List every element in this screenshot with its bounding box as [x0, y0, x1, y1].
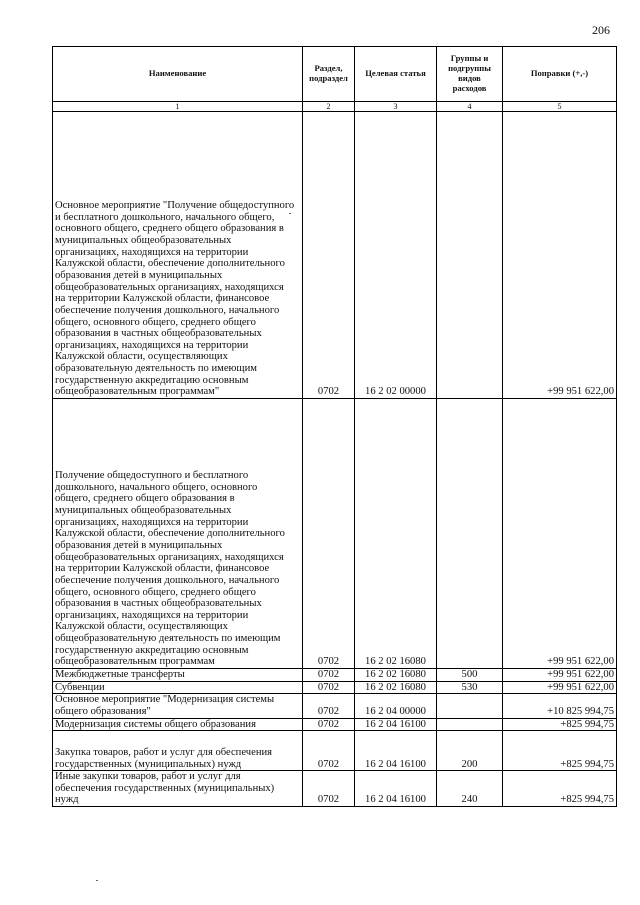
- row-name: Субвенции: [53, 681, 303, 694]
- row-section: 0702: [303, 694, 355, 718]
- table-row: [53, 718, 617, 731]
- header-amendments: Поправки (+,-): [503, 47, 617, 102]
- scan-speck: [289, 213, 291, 214]
- column-number: 5: [503, 102, 617, 112]
- row-name: Получение общедоступного и бесплатного дошкольного, начального общего, основного общего, среднего общего образования в муниципальных общеобразовательных организациях, находящихся на территории Калужской области, обеспечение дополнительного образования детей в муниципальных общеобразовательных организациях, находящихся на территории Калужской области, финансовое обеспечение получения дошкольного, начального общего, основного общего, среднего общего образования в частных общеобразовательных организациях, находящихся на территории Калужской области, осуществляющих общеобразовательную деятельность по имеющим государственную аккредитацию основным общеобразовательным программам: [53, 399, 303, 669]
- row-amount: +99 951 622,00: [503, 399, 617, 669]
- row-target: 16 2 04 16100: [355, 771, 437, 807]
- row-name: Иные закупки товаров, работ и услуг для обеспечения государственных (муниципальных) нужд: [53, 771, 303, 807]
- row-group: [437, 112, 503, 399]
- table-row: [53, 112, 617, 399]
- row-amount: +825 994,75: [503, 731, 617, 771]
- column-number-row: [53, 102, 617, 112]
- row-amount: +825 994,75: [503, 718, 617, 731]
- row-section: 0702: [303, 681, 355, 694]
- row-group: 500: [437, 669, 503, 682]
- row-section: 0702: [303, 112, 355, 399]
- row-target: 16 2 04 00000: [355, 694, 437, 718]
- row-target: 16 2 02 00000: [355, 112, 437, 399]
- row-amount: +825 994,75: [503, 771, 617, 807]
- row-target: 16 2 02 16080: [355, 669, 437, 682]
- header-section: Раздел, подраздел: [303, 47, 355, 102]
- row-amount: +99 951 622,00: [503, 669, 617, 682]
- table-row: [53, 681, 617, 694]
- row-group: 200: [437, 731, 503, 771]
- column-number: 1: [53, 102, 303, 112]
- row-section: 0702: [303, 718, 355, 731]
- header-target: Целевая статья: [355, 47, 437, 102]
- row-target: 16 2 02 16080: [355, 399, 437, 669]
- table-header-row: [53, 47, 617, 102]
- page-number: 206: [592, 23, 610, 37]
- row-section: 0702: [303, 771, 355, 807]
- header-name: Наименование: [53, 47, 303, 102]
- row-section: 0702: [303, 731, 355, 771]
- row-name: Модернизация системы общего образования: [53, 718, 303, 731]
- row-group: [437, 694, 503, 718]
- row-section: 0702: [303, 669, 355, 682]
- row-group: 530: [437, 681, 503, 694]
- row-section: 0702: [303, 399, 355, 669]
- row-name: Межбюджетные трансферты: [53, 669, 303, 682]
- row-group: 240: [437, 771, 503, 807]
- table-row: [53, 731, 617, 771]
- header-groups: Группы и подгруппы видов расходов: [437, 47, 503, 102]
- row-group: [437, 399, 503, 669]
- row-target: 16 2 02 16080: [355, 681, 437, 694]
- row-amount: +10 825 994,75: [503, 694, 617, 718]
- column-number: 4: [437, 102, 503, 112]
- row-name: Закупка товаров, работ и услуг для обеспечения государственных (муниципальных) нужд: [53, 731, 303, 771]
- row-target: 16 2 04 16100: [355, 731, 437, 771]
- row-target: 16 2 04 16100: [355, 718, 437, 731]
- budget-amendments-table: [52, 46, 617, 807]
- table-row: [53, 771, 617, 807]
- column-number: 3: [355, 102, 437, 112]
- row-amount: +99 951 622,00: [503, 681, 617, 694]
- column-number: 2: [303, 102, 355, 112]
- table-row: [53, 399, 617, 669]
- table-row: [53, 694, 617, 718]
- scan-speck: [96, 880, 98, 881]
- row-name: Основное мероприятие "Модернизация системы общего образования": [53, 694, 303, 718]
- row-name: Основное мероприятие "Получение общедоступного и бесплатного дошкольного, начального общего, основного общего, среднего общего образования в муниципальных общеобразовательных организациях, находящихся на территории Калужской области, обеспечение дополнительного образования детей в муниципальных общеобразовательных организациях, находящихся на территории Калужской области, финансовое обеспечение получения дошкольного, начального общего, основного общего, среднего общего образования в частных общеобразовательных организациях, находящихся на территории Калужской области, осуществляющих образовательную деятельность по имеющим государственную аккредитацию основным общеобразовательным программам": [53, 112, 303, 399]
- row-group: [437, 718, 503, 731]
- table-row: [53, 669, 617, 682]
- row-amount: +99 951 622,00: [503, 112, 617, 399]
